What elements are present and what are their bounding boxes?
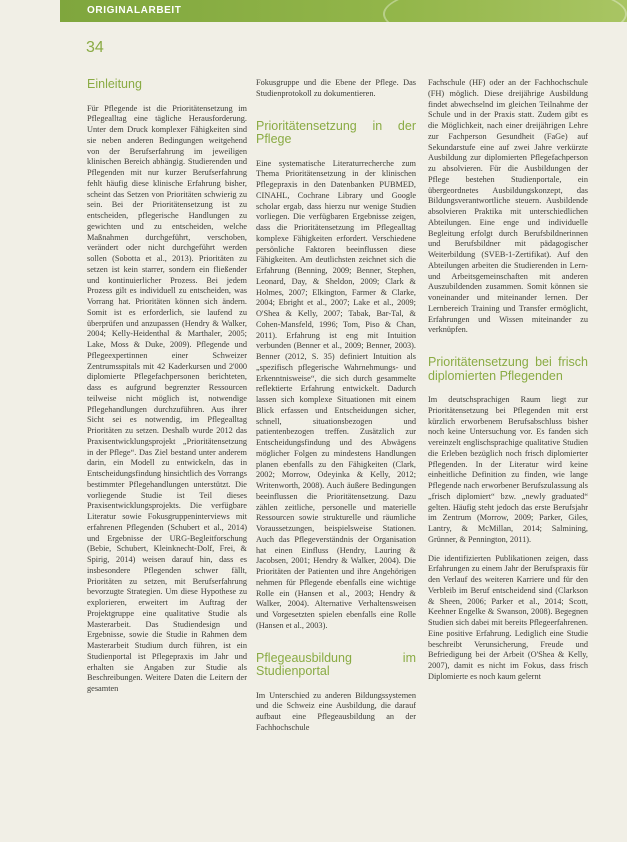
text-column-2: [256, 78, 416, 838]
heading-einleitung: Einleitung: [87, 78, 142, 91]
heading-prioritaetensetzung: Prioritätensetzung in der Pflege: [256, 118, 416, 146]
banner-decoration: [383, 0, 627, 22]
body-paragraph: Eine systematische Literaturrecherche zum Thema Prioritätensetzung in der klinischen Pflegepraxis in den Datenbanken PUBMED, CINAHL, Cochrane Library und Google scholar ergab, dass hierzu nur wenige Studien vorliegen. Die verfügbaren Ergebnisse zeigen, dass die Prioritätensetzung im Pflegealltag komplexe Fähigkeiten erfordert. Verschiedene persönliche Faktoren beeinflussen diese Fähigkeiten. Am deutlichsten zeichnet sich die Erfahrung (Benning, 2009; Benner, Stephen, Leonard, Day, & Sheldon, 2009; Clark & Holmes, 2007; Elkington, Farmer & Clarke, 2004; Ebright et al., 2007; Lake et al., 2009; O'Shea & Kelly, 2007; Tabak, Bar-Tal, & Cohen-Mansfeld, 1996; Tom, Piso & Chan, 2011). Erfahrung ist eng mit Intuition verbunden (Benner et al., 2009; Benner, 2003). Benner (2012, S. 35) definiert Intuition als „spezifisch pflegerische Wahrnehmungs- und Erkenntnisweise“, die sich durch gesammelte reflektierte Erfahrung entwickelt. Dadurch lassen sich komplexe Situationen mit einem Blick erfassen und Entscheidungen sicher, schnell, situationsbezogen und patientenbezogen treffen. Zusätzlich zur Entscheidungsfindung und des Abwägens möglicher Folgen zu mindestens Handlungen planen ebenfalls zu den Fähigkeiten (Clark, 2002; Morrow, Odeyinka & Kelly, 2012; Writenworth, 2008). Auch äußere Bedingungen beeinflussen die Prioritätensetzung. Dazu zählen zeitliche, personelle und materielle Ressourcen sowie strukturelle und räumliche Voraussetzungen, beispielsweise Stationen. Auch das Pflegeverständnis der Organisation hat einen Einfluss (Hendry, Lauring & Jacobsen, 2001; Hendry & Walker, 2004). Die Prioritäten der Patienten und ihre Angehörigen nehmen für Pflegende ebenfalls eine wichtige Rolle ein (Hansen et al., 2003; Hendry & Walker, 2004). Alternative Verhaltensweisen und Vorgesetzten spielen ebenfalls eine Rolle (Hansen et al., 2003).: [256, 158, 416, 630]
text-column-1: [87, 78, 247, 838]
body-paragraph: Im deutschsprachigen Raum liegt zur Prioritätensetzung bei Pflegenden mit erst kürzlich erworbenem Berufsabschluss bisher noch keine Untersuchung vor. Es fanden sich vereinzelt englischsprachige qualitative Studien die Erleben bezüglich noch frisch diplomierter Pflegenden. In der Literatur wird keine einheitliche Definition zu finden, wie lange Pflegende nach erworbener Berufszulassung als „frisch diplomiert“ bzw. „newly graduated“ gelten. Häufig steht jedoch das erste Berufsjahr im Zentrum (Morrow, 2009; Parker, Giles, Lantry, & McMillan, 2014; Salmining, Grünner, & Pennington, 2011).: [428, 395, 588, 544]
section-banner: [60, 0, 627, 22]
text-column-3: [428, 78, 588, 838]
body-paragraph: Fachschule (HF) oder an der Fachhochschule (FH) möglich. Diese dreijährige Ausbildung findet abwechselnd im gleichen Teilnahme der Schule und in der Praxis statt. Zudem gibt es die Möglichkeit, nach einer dreijährigen Lehre zur Fachperson Gesundheit (FaGe) auf Sekundarstufe eine auf zwei Jahre verkürzte Ausbildung zur diplomierten Pflegefachperson zu absolvieren. Für die Ausbildungen der Pflege bestehen Studienportale, ein übergeordnetes Ausbildungskonzept, das Bildungsverantwortliche steuern. Ausbildende absolvieren Praktika mit unterschiedlichen Abteilungen. Eine enge und individuelle Begleitung erfolgt durch Berufsbildnerinnen und Berufsbildner mit pädagogischer Weiterbildung (SVEB-1-Zertifikat). Auf den Abteilungen arbeiten die Studierenden in Lern- und Arbeitsgemeinschaften mit anderen Auszubildenden zusammen. Somit können sie voneinander und miteinander lernen. Der Lernbereich Training und Transfer ermöglicht, Erfahrungen und Wissen miteinander zu verknüpfen.: [428, 78, 588, 335]
body-paragraph: Die identifizierten Publikationen zeigen, dass Erfahrungen zu einem Jahr der Berufspraxis für den Verlauf des weiteren Karriere und für den Verbleib im Beruf entscheidend sind (Clarkson & Sheen, 2006; Parker et al., 2014; Scott, Keehner Engelke & Swanson, 2008). Begegnen Studien sich dabei mit bereits Pflegeerfahrenen. Eine positive Erfahrung. Lediglich eine Studie beschreibt Verunsicherung, Freude und Befriedigung bei der Arbeit (O'Shea & Kelly, 2007), damit es nicht im Fokus, dass frisch Diplomierte es noch kaum gelernt: [428, 553, 588, 681]
body-paragraph: Für Pflegende ist die Prioritätensetzung im Pflegealltag eine tägliche Herausforderung. Unter dem Druck komplexer Fähigkeiten sind sie neben anderen Bedingungen weitgehend von der Berufserfahrung im jeweiligen klinischen Bereich abhängig. Studierenden und Pflegenden mit nur kurzer Berufserfahrung fehlt häufig diese klinische Erfahrung bisher, scheint das Setzen von Prioritäten schwierig zu sein. Bei der Prioritätensetzung ist zu entscheiden, pflegerische Handlungen zu gewichten und zu entscheiden, welche Maßnahmen durchgeführt, verschoben, verändert oder nicht durchgeführt werden sollen (Sobotta et al., 2013). Prioritäten zu setzen ist kein starrer, sondern ein fließender und kontinuierlicher Prozess. Bei jedem Prozess gilt es individuell zu entscheiden, was Vorrang hat. Prioritäten können sich ändern. Somit ist es erforderlich, sie laufend zu überprüfen und anzupassen (Hendry & Walker, 2004; Kelly-Heidenthal & Marthaler, 2005; Lake, Moss & Duke, 2009). Pflegende und Pflegeexpertinnen einer Schweizer Zentrumsspitals mit 42 Kaderkursen und 2'000 diplomierte Pflegefachpersonen berichteten, dass es aufgrund begrenzter Ressourcen teilweise nicht möglich ist, notwendige Pflegehandlungen durchzuführen. Aus ihrer Sicht sei es notwendig, im Pflegealltag Prioritäten zu setzen. Deshalb wurde 2012 das Praxisentwicklungsprojekt „Prioritätensetzung in der Pflege“. Das Ziel bestand unter anderem darin, ein Modell zu entwickeln, das in Entscheidungsfindung hinsichtlich des Vorrangs bestimmter Pflegehandlungen unterstützt. Die vorliegende Studie ist Teil dieses Praxisentwicklungsprojekts. Die verfügbare Literatur sowie Fokusgruppeninterviews mit erfahrenen Pflegenden (Schubert et al., 2014) und Ergebnisse der URG-Begleitforschung (Bebie, Schubert, Kleinknecht-Dolf, Frei, & Spirig, 2014) weisen darauf hin, dass es insbesondere Pflegenden schwer fällt, Prioritäten zu setzen, mit Berufserfahrung bevorzugte Strategien. Um diese Hypothese zu explorieren, erweitert im Auftrag der Projektgruppe eine qualitative Studie als Masterarbeit. Das Studiendesign und Ergebnisse, sowie die Studie in Rahmen dem Masterarbeit Studium durch führen, ist ein Studienportal ist Pflegepraxis im Jahr und erhalten sie Angaben zur Studie als Beschreibungen. Weitere Daten die Leitern der gesamten: [87, 103, 247, 693]
section-label: ORIGINALARBEIT: [87, 5, 182, 16]
body-paragraph: Fokusgruppe und die Ebene der Pflege. Das Studienprotokoll zu dokumentieren.: [256, 78, 416, 98]
heading-frisch-diplomierte: Prioritätensetzung bei frisch diplomierten Pflegenden: [428, 355, 588, 383]
page-number: 34: [86, 39, 104, 56]
body-paragraph: Im Unterschied zu anderen Bildungssystemen und die Schweiz eine Ausbildung, die darauf aufbaut eine Pflegeausbildung an der Fachhochschule: [256, 690, 416, 732]
heading-pflegeausbildung: Pflegeausbildung im Studienportal: [256, 650, 416, 678]
